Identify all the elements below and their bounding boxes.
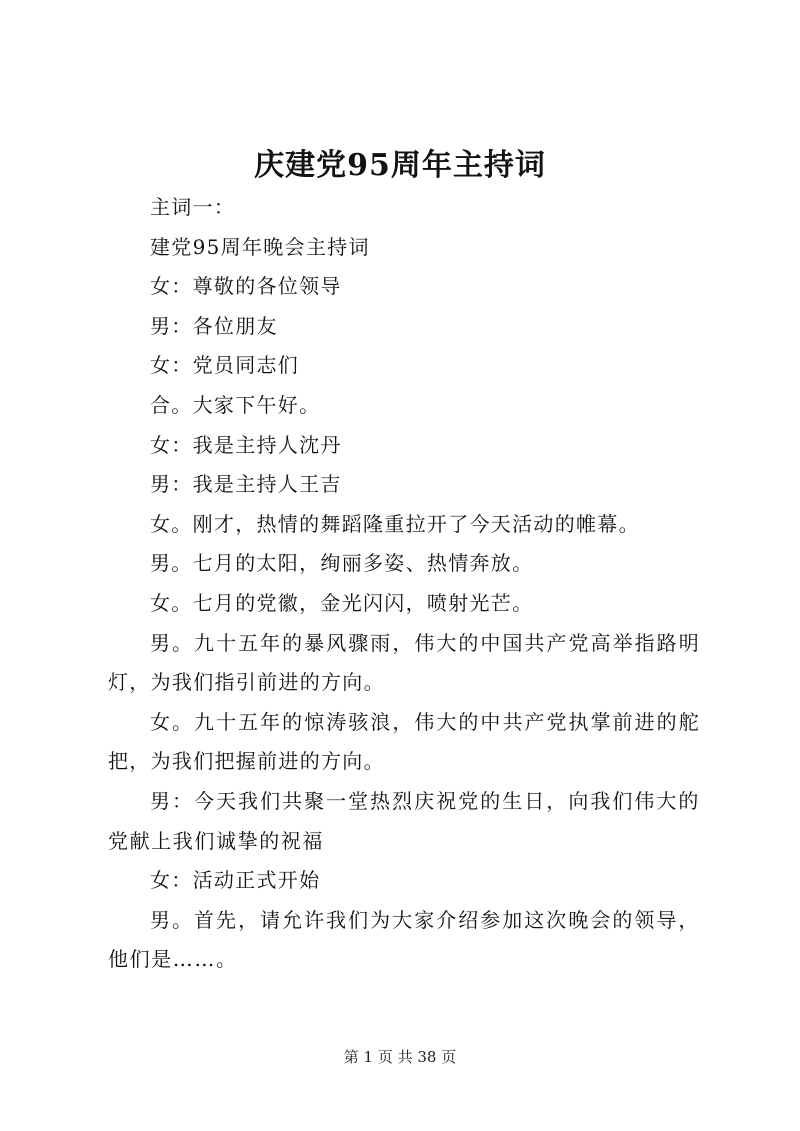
paragraph: 男：各位朋友 [150,313,278,338]
paragraph: 女。七月的党徽，金光闪闪，喷射光芒。 [150,590,534,615]
paragraph: 合。大家下午好。 [150,392,321,417]
paragraph: 女。刚才，热情的舞蹈隆重拉开了今天活动的帷幕。 [150,511,640,536]
paragraph: 男。九十五年的暴风骤雨，伟大的中国共产党高举指路明灯，为我们指引前进的方向。 [108,630,700,695]
paragraph: 女：尊敬的各位领导 [150,274,342,299]
document-body [108,188,700,980]
paragraph: 女：党员同志们 [150,353,300,378]
paragraph: 主词一： [150,195,236,219]
paragraph: 男。首先，请允许我们为大家介绍参加这次晚会的领导，他们是……。 [108,907,700,972]
paragraph: 女。九十五年的惊涛骇浪，伟大的中共产党执掌前进的舵把，为我们把握前进的方向。 [108,709,700,774]
paragraph: 女：活动正式开始 [150,868,321,893]
document-title: 庆建党95周年主持词 [254,148,546,183]
paragraph: 男：我是主持人王吉 [150,472,342,497]
paragraph: 男：今天我们共聚一堂热烈庆祝党的生日，向我们伟大的党献上我们诚挚的祝福 [108,788,700,853]
paragraph: 女：我是主持人沈丹 [150,432,342,457]
paragraph: 男。七月的太阳，绚丽多姿、热情奔放。 [150,551,534,576]
page-number-footer: 第 1 页 共 38 页 [343,1048,457,1066]
paragraph: 建党95周年晚会主持词 [150,234,370,259]
